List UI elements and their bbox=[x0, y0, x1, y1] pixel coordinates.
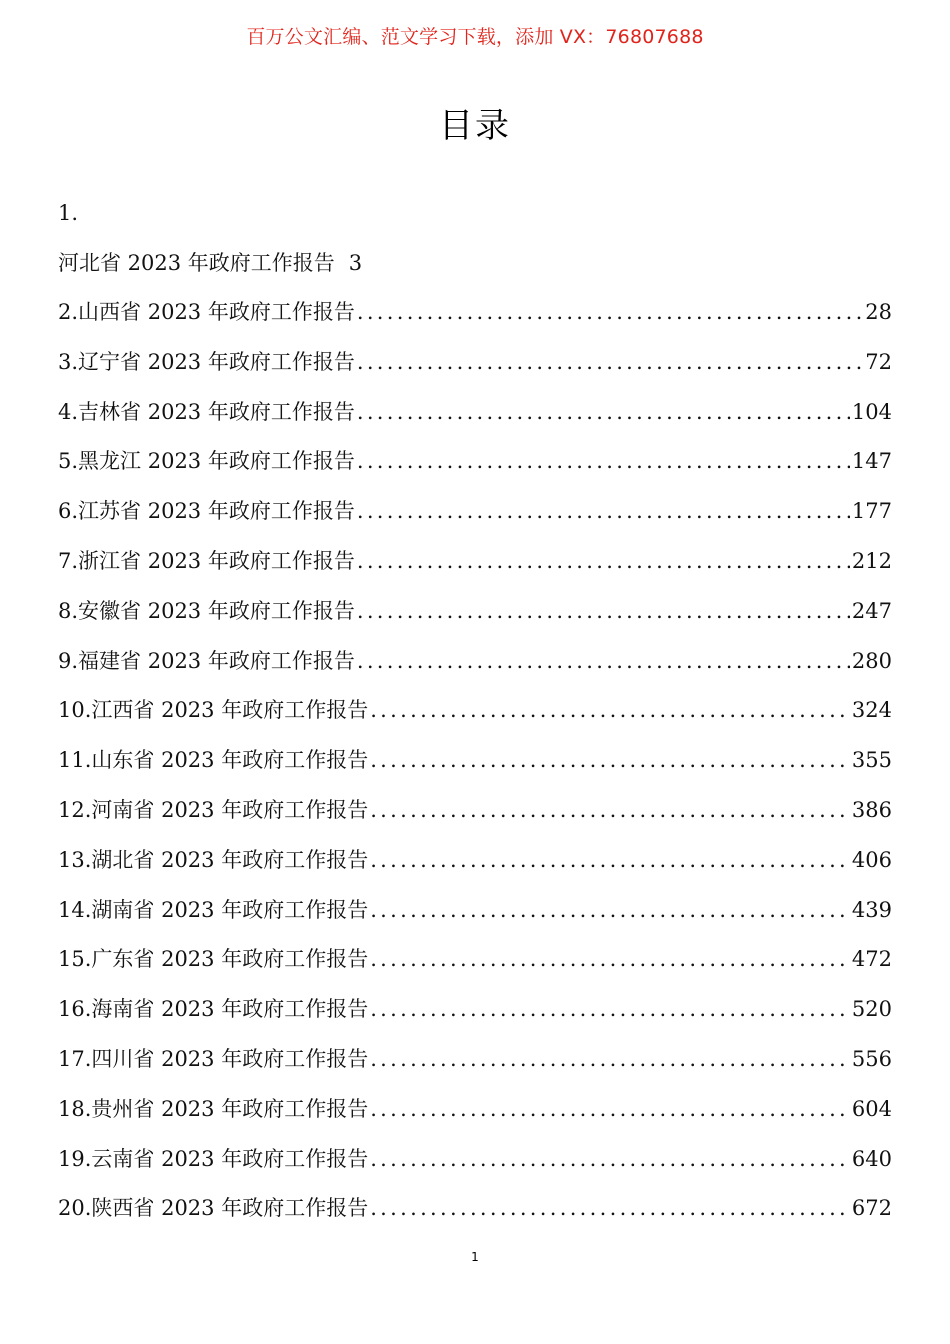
toc-dot-leader bbox=[357, 487, 850, 537]
toc-dot-leader bbox=[370, 736, 850, 786]
toc-entry-15[interactable] bbox=[58, 935, 892, 985]
toc-entry-title: 浙江省 2023 年政府工作报告 bbox=[78, 548, 355, 573]
toc-entry-7[interactable] bbox=[58, 537, 892, 587]
toc-dot-leader bbox=[357, 338, 863, 388]
toc-entry-title: 云南省 2023 年政府工作报告 bbox=[91, 1146, 369, 1171]
toc-entry-number: 11. bbox=[58, 748, 92, 773]
toc-entry-18[interactable] bbox=[58, 1085, 892, 1135]
header-banner: 百万公文汇编、范文学习下载，添加 VX：76807688 bbox=[246, 26, 704, 48]
toc-dot-leader bbox=[370, 686, 850, 736]
toc-entry-title: 黑龙江 2023 年政府工作报告 bbox=[78, 449, 355, 474]
toc-entry-page: 439 bbox=[851, 897, 892, 922]
toc-dot-leader bbox=[370, 1035, 850, 1085]
toc-entry-11[interactable] bbox=[58, 736, 892, 786]
toc-dot-leader bbox=[357, 288, 863, 338]
toc-entry-title: 湖南省 2023 年政府工作报告 bbox=[91, 897, 369, 922]
toc-entry-page: 212 bbox=[851, 548, 892, 573]
toc-entry-13[interactable] bbox=[58, 836, 892, 886]
toc-entry-number: 5. bbox=[58, 449, 79, 474]
page-number: 1 bbox=[471, 1250, 479, 1264]
toc-entry-16[interactable] bbox=[58, 985, 892, 1035]
toc-entry-6[interactable] bbox=[58, 487, 892, 537]
toc-entry-title: 广东省 2023 年政府工作报告 bbox=[91, 947, 369, 972]
toc-entry-14[interactable] bbox=[58, 886, 892, 936]
table-of-contents bbox=[58, 188, 892, 1234]
toc-entry-5[interactable] bbox=[58, 437, 892, 487]
toc-entry-17[interactable] bbox=[58, 1035, 892, 1085]
toc-dot-leader bbox=[370, 985, 850, 1035]
toc-entry-page: 520 bbox=[851, 997, 892, 1022]
toc-entry-12[interactable] bbox=[58, 786, 892, 836]
toc-entry-number: 8. bbox=[58, 598, 79, 623]
toc-entry-title: 山西省 2023 年政府工作报告 bbox=[78, 300, 355, 324]
toc-entry-page: 556 bbox=[851, 1046, 892, 1071]
toc-entry-number: 10. bbox=[58, 698, 92, 723]
toc-dot-leader bbox=[370, 836, 850, 886]
toc-entry-title: 河北省 2023 年政府工作报告 bbox=[58, 251, 335, 275]
toc-entry-number: 20. bbox=[58, 1196, 92, 1221]
toc-dot-leader bbox=[370, 1184, 850, 1234]
toc-dot-leader bbox=[370, 935, 850, 985]
toc-entry-title: 安徽省 2023 年政府工作报告 bbox=[78, 598, 355, 623]
toc-entry-number: 9. bbox=[58, 648, 79, 673]
toc-entry-page: 247 bbox=[851, 598, 892, 623]
toc-entry-page: 177 bbox=[851, 499, 892, 524]
toc-dot-leader bbox=[357, 388, 850, 438]
toc-entry-title: 山东省 2023 年政府工作报告 bbox=[91, 748, 369, 773]
toc-entry-title: 湖北省 2023 年政府工作报告 bbox=[91, 847, 369, 872]
toc-entry-1-number: 1. bbox=[58, 201, 79, 225]
toc-list bbox=[58, 288, 892, 1234]
toc-entry-page: 324 bbox=[851, 698, 892, 723]
toc-entry-title: 吉林省 2023 年政府工作报告 bbox=[78, 399, 355, 424]
toc-entry-8[interactable] bbox=[58, 587, 892, 637]
toc-entry-page: 386 bbox=[851, 797, 892, 822]
toc-dot-leader bbox=[370, 1135, 850, 1185]
toc-dot-leader bbox=[357, 587, 850, 637]
toc-entry-page: 28 bbox=[865, 300, 892, 324]
toc-entry-number: 3. bbox=[58, 349, 79, 374]
toc-entry-title: 福建省 2023 年政府工作报告 bbox=[78, 648, 355, 673]
toc-entry-number: 18. bbox=[58, 1096, 92, 1121]
toc-entry-title: 四川省 2023 年政府工作报告 bbox=[91, 1046, 369, 1071]
toc-entry-number: 19. bbox=[58, 1146, 92, 1171]
toc-entry-page: 72 bbox=[865, 349, 892, 374]
toc-entry-page: 472 bbox=[851, 947, 892, 972]
toc-entry-title: 陕西省 2023 年政府工作报告 bbox=[91, 1196, 369, 1221]
toc-entry-9[interactable] bbox=[58, 637, 892, 687]
toc-entry-page: 406 bbox=[851, 847, 892, 872]
toc-entry-page: 355 bbox=[851, 748, 892, 773]
toc-entry-title: 河南省 2023 年政府工作报告 bbox=[91, 797, 369, 822]
toc-entry-title: 海南省 2023 年政府工作报告 bbox=[91, 997, 369, 1022]
toc-entry-title: 贵州省 2023 年政府工作报告 bbox=[91, 1096, 369, 1121]
toc-dot-leader bbox=[357, 437, 850, 487]
toc-entry-page: 604 bbox=[851, 1096, 892, 1121]
toc-entry-number: 16. bbox=[58, 997, 92, 1022]
toc-entry-10[interactable] bbox=[58, 686, 892, 736]
toc-entry-title: 江西省 2023 年政府工作报告 bbox=[91, 698, 369, 723]
toc-entry-20[interactable] bbox=[58, 1184, 892, 1234]
toc-entry-19[interactable] bbox=[58, 1135, 892, 1185]
toc-entry-page: 3 bbox=[348, 251, 363, 275]
toc-dot-leader bbox=[370, 886, 850, 936]
toc-entry-number: 14. bbox=[58, 897, 92, 922]
toc-entry-page: 280 bbox=[851, 648, 892, 673]
toc-entry-3[interactable] bbox=[58, 338, 892, 388]
toc-entry-number: 17. bbox=[58, 1046, 92, 1071]
toc-entry-number: 6. bbox=[58, 499, 79, 524]
page-title: 目录 bbox=[439, 106, 511, 146]
toc-entry-number: 12. bbox=[58, 797, 92, 822]
toc-entry-page: 672 bbox=[851, 1196, 892, 1221]
toc-entry-number: 13. bbox=[58, 847, 92, 872]
toc-entry-4[interactable] bbox=[58, 388, 892, 438]
toc-entry-page: 640 bbox=[851, 1146, 892, 1171]
toc-entry-number: 4. bbox=[58, 399, 79, 424]
toc-entry-1[interactable] bbox=[58, 238, 892, 288]
toc-entry-number: 2. bbox=[58, 300, 79, 324]
toc-entry-page: 147 bbox=[851, 449, 892, 474]
toc-dot-leader bbox=[370, 1085, 850, 1135]
toc-entry-2[interactable] bbox=[58, 288, 892, 338]
toc-entry-title: 辽宁省 2023 年政府工作报告 bbox=[78, 349, 355, 374]
toc-entry-page: 104 bbox=[851, 399, 892, 424]
toc-entry-title: 江苏省 2023 年政府工作报告 bbox=[78, 499, 355, 524]
toc-entry-number: 7. bbox=[58, 548, 79, 573]
toc-dot-leader bbox=[357, 537, 850, 587]
toc-dot-leader bbox=[357, 637, 850, 687]
toc-entry-number: 15. bbox=[58, 947, 92, 972]
toc-dot-leader bbox=[370, 786, 850, 836]
